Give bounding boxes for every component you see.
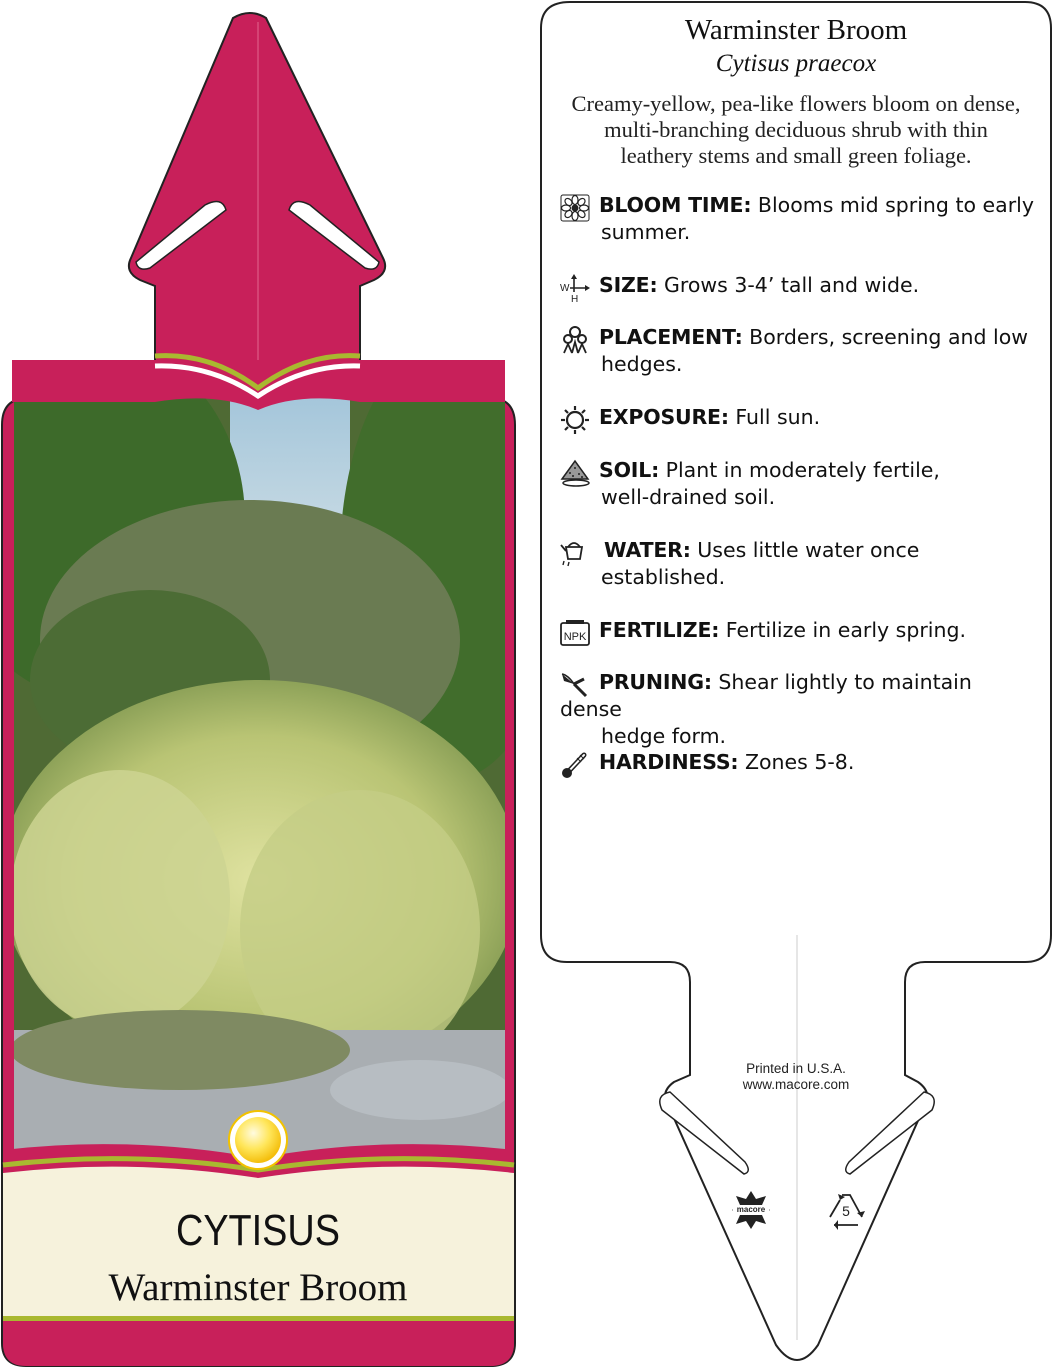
sun-icon bbox=[560, 406, 590, 434]
hardiness-text: Zones 5-8. bbox=[744, 750, 855, 774]
npk-icon bbox=[560, 619, 590, 647]
latin-name: Cytisus praecox bbox=[715, 50, 877, 77]
fertilize-text: Fertilize in early spring. bbox=[725, 618, 966, 642]
care-row-size bbox=[560, 272, 1040, 302]
fertilize-label: FERTILIZE: bbox=[599, 618, 720, 642]
bloom-time-label: BLOOM TIME: bbox=[599, 193, 752, 217]
size-icon-h: H bbox=[571, 294, 579, 302]
pruning-text: Shear lightly to maintain dense bbox=[560, 670, 972, 721]
front-common-name: Warminster Broom bbox=[108, 1266, 408, 1309]
pruners-icon bbox=[560, 671, 590, 699]
plant-photo bbox=[0, 340, 560, 1165]
size-text: Grows 3-4’ tall and wide. bbox=[664, 273, 920, 297]
placement-cont: hedges. bbox=[601, 352, 683, 376]
pruning-label: PRUNING: bbox=[599, 670, 712, 694]
printed-note bbox=[700, 1061, 892, 1093]
macore-logo-text: macore bbox=[736, 1205, 766, 1214]
care-row-fertilize bbox=[560, 617, 1040, 644]
thermometer-icon bbox=[560, 751, 590, 779]
size-arrows-icon bbox=[560, 274, 590, 302]
pruning-cont: hedge form. bbox=[601, 724, 727, 748]
size-label: SIZE: bbox=[599, 273, 658, 297]
water-label: WATER: bbox=[604, 538, 691, 562]
placement-label: PLACEMENT: bbox=[599, 325, 743, 349]
recycle-number: 5 bbox=[842, 1203, 850, 1219]
care-row-bloom-time bbox=[560, 192, 1040, 246]
bloom-time-text: Blooms mid spring to early bbox=[757, 193, 1034, 217]
bloom-time-cont: summer. bbox=[601, 220, 691, 244]
printed-in: Printed in U.S.A. bbox=[746, 1061, 846, 1076]
front-genus-name: CYTISUS bbox=[175, 1206, 340, 1255]
soil-icon bbox=[560, 459, 590, 487]
placement-text: Borders, screening and low bbox=[749, 325, 1029, 349]
back-title: Warminster Broom bbox=[684, 14, 908, 46]
npk-text: NPK bbox=[563, 631, 587, 643]
watering-can-icon bbox=[560, 539, 590, 567]
care-row-placement bbox=[560, 324, 1040, 378]
care-row-exposure bbox=[560, 404, 1040, 431]
care-row-soil bbox=[560, 457, 1040, 511]
website: www.macore.com bbox=[742, 1077, 850, 1092]
care-row-water bbox=[560, 537, 1040, 591]
hardiness-label: HARDINESS: bbox=[599, 750, 739, 774]
flowers-bed-icon bbox=[560, 326, 590, 354]
size-icon-w: W bbox=[560, 283, 570, 294]
plant-description: Creamy-yellow, pea-like flowers bloom on dense, multi-branching deciduous shrub with thin leathery stems and small green foliage. bbox=[571, 91, 1021, 168]
care-row-hardiness bbox=[560, 749, 1040, 776]
exposure-text: Full sun. bbox=[735, 405, 821, 429]
water-cont: established. bbox=[601, 565, 726, 589]
soil-text: Plant in moderately fertile, bbox=[665, 458, 940, 482]
full-sun-badge-icon bbox=[229, 1111, 287, 1169]
soil-label: SOIL: bbox=[599, 458, 660, 482]
water-text: Uses little water once bbox=[697, 538, 920, 562]
care-row-pruning bbox=[560, 669, 1040, 750]
flower-icon bbox=[560, 194, 590, 222]
exposure-label: EXPOSURE: bbox=[599, 405, 729, 429]
soil-cont: well-drained soil. bbox=[601, 485, 776, 509]
